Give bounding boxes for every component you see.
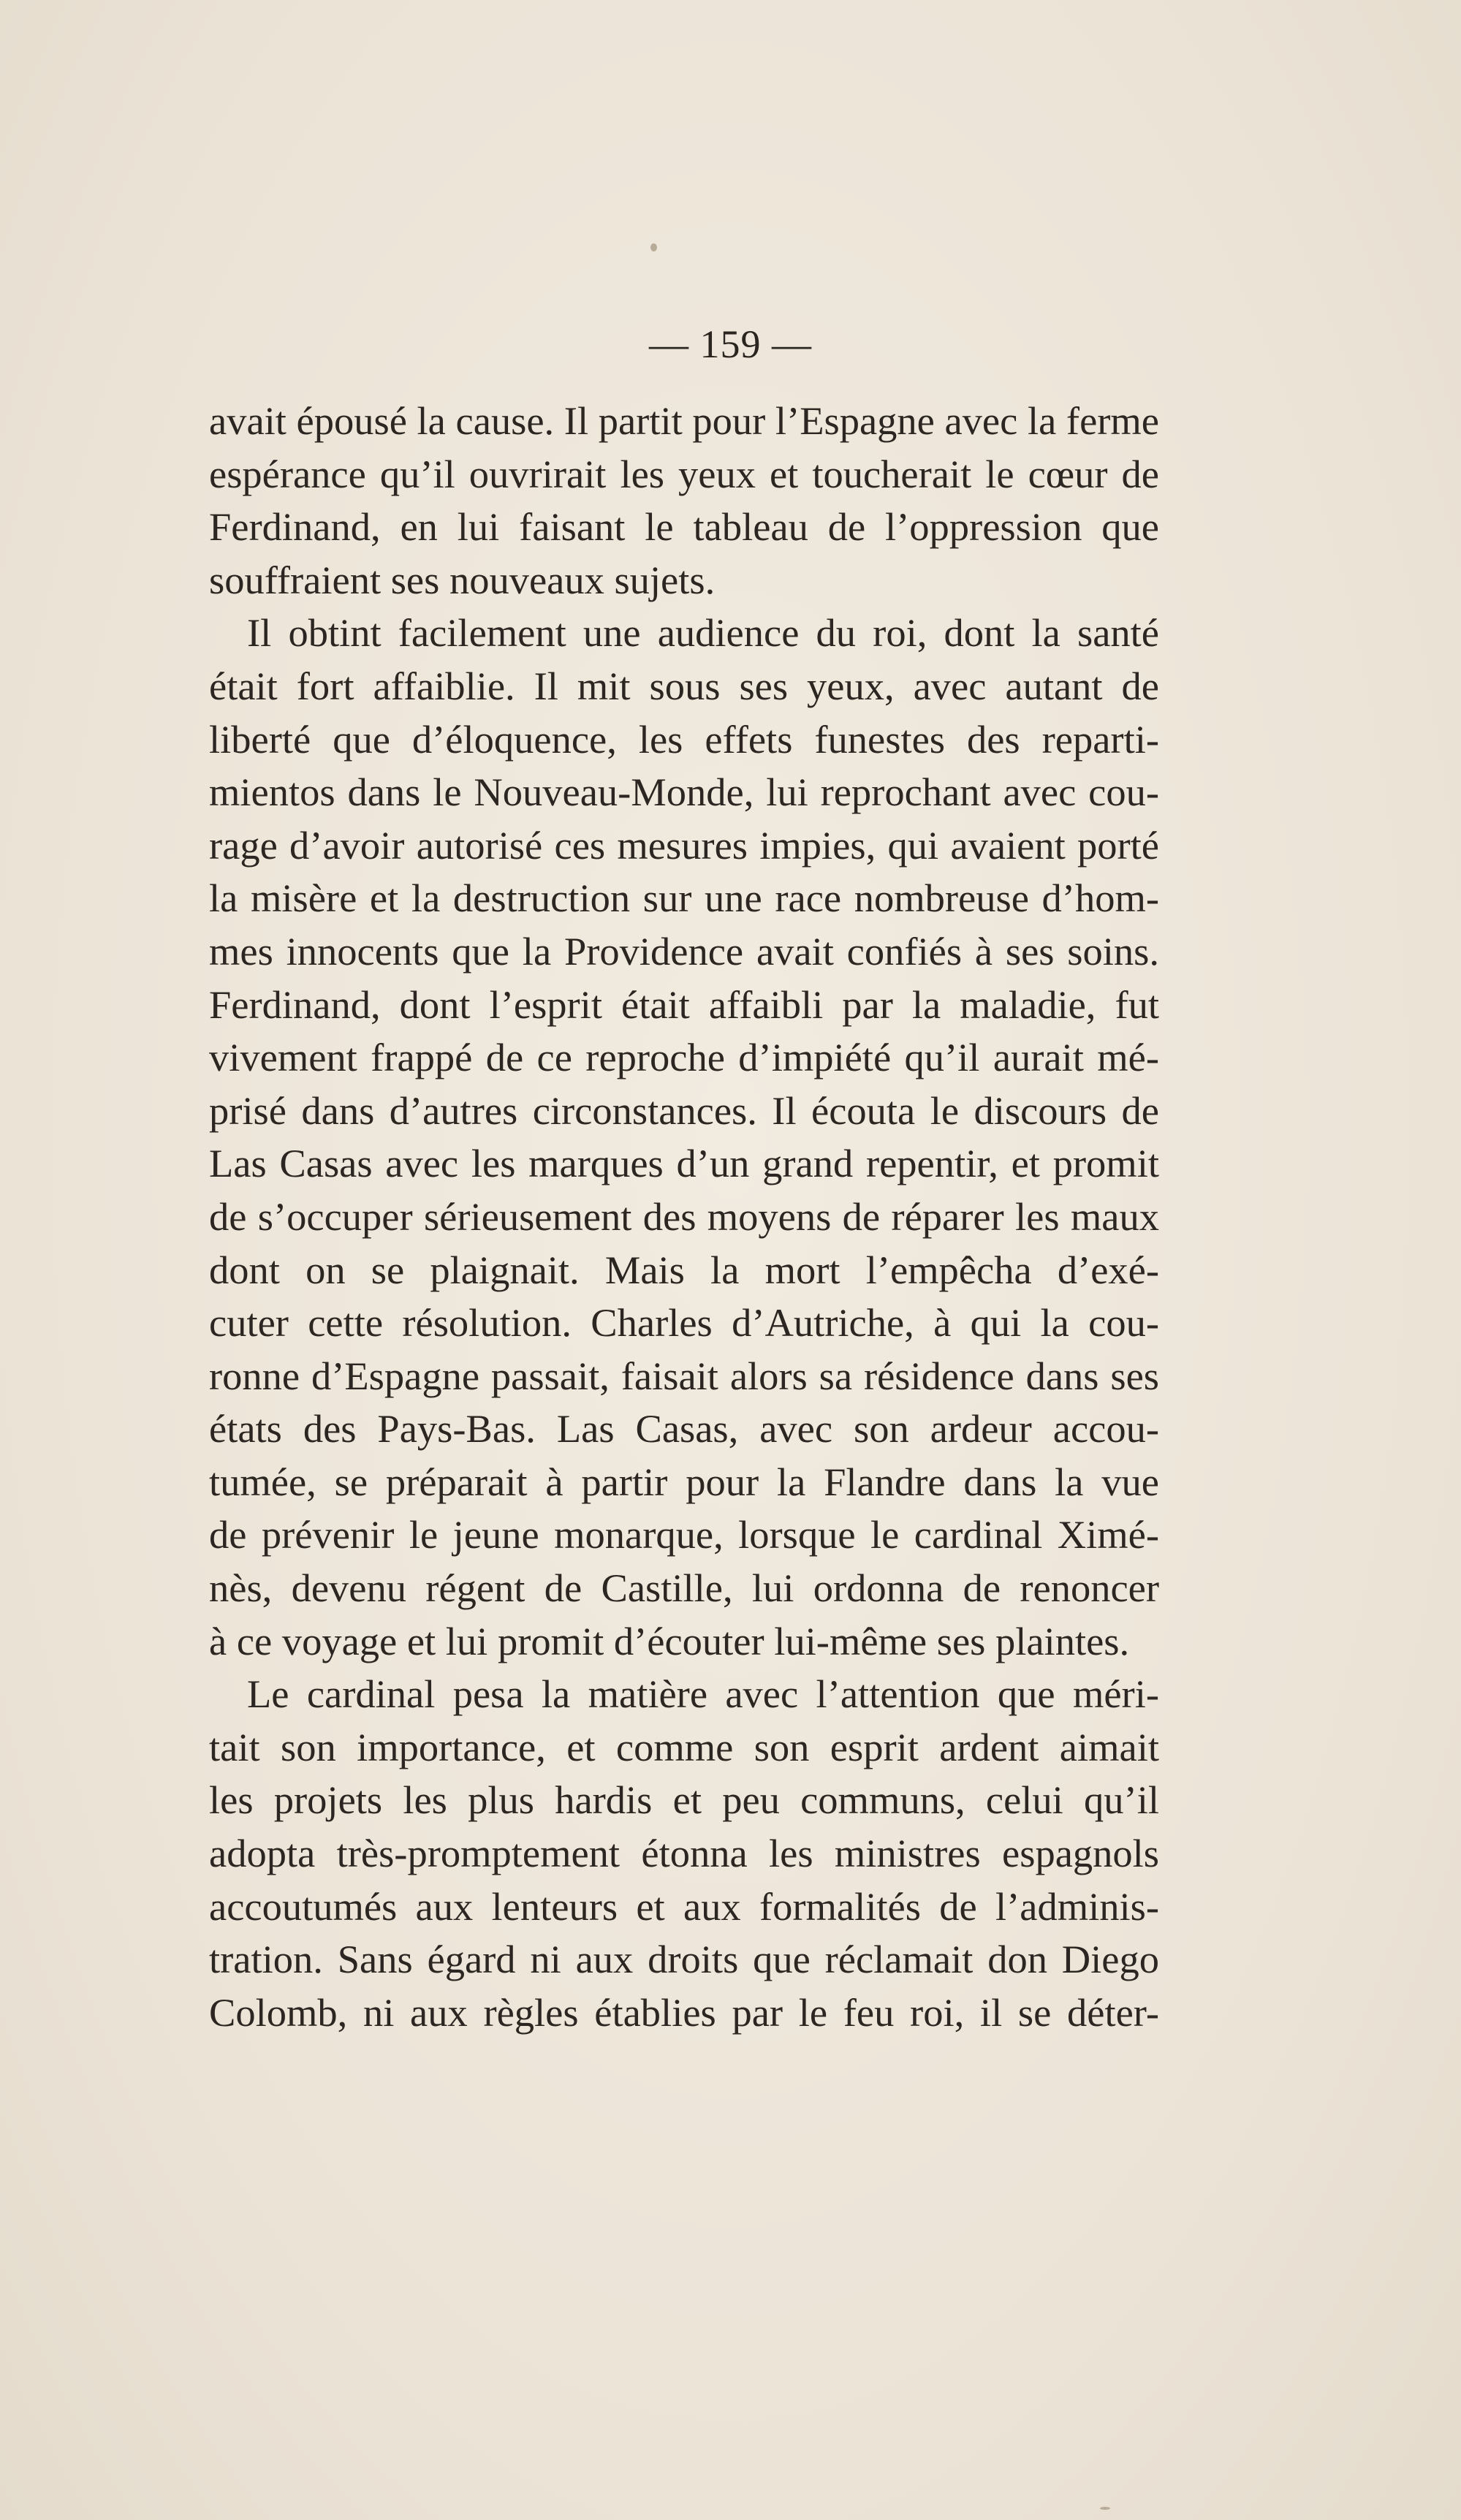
text-line: de s’occuper sérieusement des moyens de réparer les maux [209,1193,1159,1239]
paragraph [209,1668,1159,2039]
text-line: rage d’avoir autorisé ces mesures impies, qui avaient porté [209,822,1159,868]
text-line: Le cardinal pesa la matière avec l’attention que méri- [247,1671,1159,1717]
page-number: — 159 — [649,322,812,366]
text-line: ronne d’Espagne passait, faisait alors sa résidence dans ses [209,1353,1159,1398]
text-line: dont on se plaignait. Mais la mort l’empêcha d’exé- [209,1247,1159,1292]
text-line: mes innocents que la Providence avait confiés à ses soins. [209,928,1159,974]
text-line: tait son importance, et comme son esprit ardent aimait [209,1724,1159,1769]
text-line: Il obtint facilement une audience du roi, dont la santé [247,610,1159,656]
body-text [209,395,1159,2039]
text-line: états des Pays-Bas. Las Casas, avec son ardeur accou- [209,1406,1159,1451]
text-line: de prévenir le jeune monarque, lorsque le cardinal Ximé- [209,1512,1159,1557]
text-line: avait épousé la cause. Il partit pour l’Espagne avec la ferme [209,398,1159,443]
text-line: à ce voyage et lui promit d’écouter lui-même ses plaintes. [209,1618,1130,1663]
text-line: mientos dans le Nouveau-Monde, lui reprochant avec cou- [209,770,1159,815]
text-line: espérance qu’il ouvrirait les yeux et toucherait le cœur de [209,451,1159,496]
paragraph [209,395,1159,607]
text-line: Colomb, ni aux règles établies par le feu roi, il se déter- [209,1989,1159,2035]
text-line: prisé dans d’autres circonstances. Il écouta le discours de [209,1088,1159,1133]
text-line: la misère et la destruction sur une race nombreuse d’hom- [209,876,1159,921]
text-line: Ferdinand, dont l’esprit était affaibli par la maladie, fut [209,982,1159,1027]
text-line: adopta très-promptement étonna les ministres espagnols [209,1831,1159,1876]
text-line: Ferdinand, en lui faisant le tableau de l’oppression que [209,504,1159,550]
text-line: Las Casas avec les marques d’un grand repentir, et promit [209,1141,1159,1186]
text-line: les projets les plus hardis et peu communs, celui qu’il [209,1777,1159,1823]
text-line: tration. Sans égard ni aux droits que réclamait don Diego [209,1937,1159,1982]
paper-speck [650,243,657,251]
text-line: cuter cette résolution. Charles d’Autriche, à qui la cou- [209,1300,1159,1346]
paper-speck [1100,2507,1110,2510]
text-line: liberté que d’éloquence, les effets funestes des reparti- [209,716,1159,762]
text-line: souffraient ses nouveaux sujets. [209,557,716,602]
text-line: accoutumés aux lenteurs et aux formalités de l’adminis- [209,1883,1159,1929]
text-line: nès, devenu régent de Castille, lui ordonna de renoncer [209,1565,1159,1611]
paragraph [209,607,1159,1668]
text-line: était fort affaiblie. Il mit sous ses yeux, avec autant de [209,663,1159,708]
text-line: vivement frappé de ce reproche d’impiété qu’il aurait mé- [209,1035,1159,1080]
text-line: tumée, se préparait à partir pour la Flandre dans la vue [209,1459,1159,1504]
